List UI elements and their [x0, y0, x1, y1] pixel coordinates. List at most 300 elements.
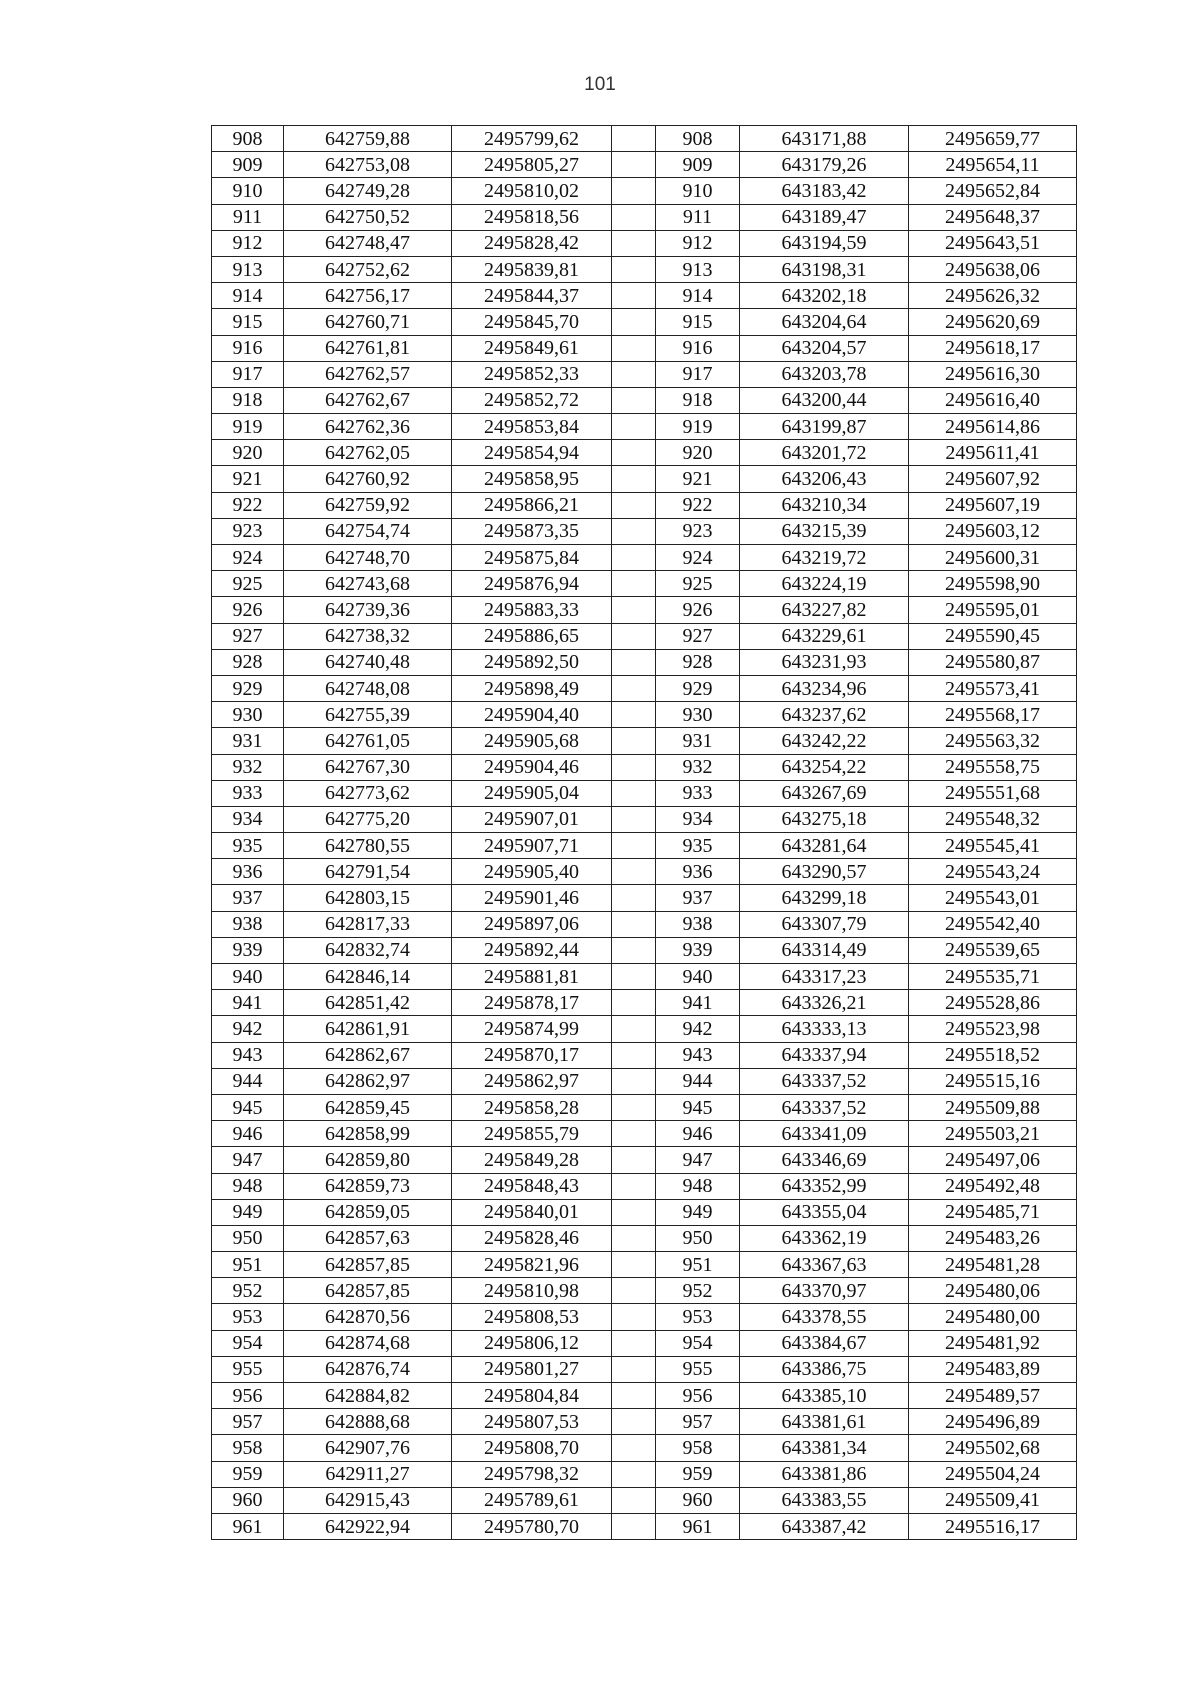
y-coordinate-right: 2495548,32: [909, 806, 1077, 832]
x-coordinate-left: 642756,17: [284, 283, 452, 309]
x-coordinate-right: 643224,19: [740, 571, 909, 597]
spacer-cell: [612, 492, 656, 518]
x-coordinate-right: 643317,23: [740, 964, 909, 990]
table-row: [212, 1121, 1077, 1147]
y-coordinate-right: 2495503,21: [909, 1121, 1077, 1147]
table-row: [212, 1173, 1077, 1199]
point-number-left: 946: [212, 1121, 284, 1147]
table-row: [212, 1094, 1077, 1120]
x-coordinate-right: 643333,13: [740, 1016, 909, 1042]
spacer-cell: [612, 1252, 656, 1278]
y-coordinate-left: 2495804,84: [452, 1383, 612, 1409]
x-coordinate-right: 643171,88: [740, 126, 909, 152]
spacer-cell: [612, 1513, 656, 1539]
x-coordinate-left: 642748,47: [284, 230, 452, 256]
y-coordinate-left: 2495799,62: [452, 126, 612, 152]
point-number-left: 925: [212, 571, 284, 597]
x-coordinate-left: 642755,39: [284, 702, 452, 728]
point-number-right: 917: [656, 361, 740, 387]
point-number-right: 912: [656, 230, 740, 256]
spacer-cell: [612, 1435, 656, 1461]
spacer-cell: [612, 361, 656, 387]
point-number-right: 921: [656, 466, 740, 492]
y-coordinate-left: 2495810,98: [452, 1278, 612, 1304]
table-row: [212, 885, 1077, 911]
x-coordinate-left: 642759,92: [284, 492, 452, 518]
point-number-left: 938: [212, 911, 284, 937]
point-number-left: 934: [212, 806, 284, 832]
point-number-right: 950: [656, 1225, 740, 1251]
x-coordinate-left: 642832,74: [284, 937, 452, 963]
x-coordinate-left: 642857,63: [284, 1225, 452, 1251]
table-row: [212, 414, 1077, 440]
x-coordinate-left: 642749,28: [284, 178, 452, 204]
spacer-cell: [612, 1199, 656, 1225]
point-number-left: 960: [212, 1487, 284, 1513]
x-coordinate-right: 643281,64: [740, 833, 909, 859]
spacer-cell: [612, 1461, 656, 1487]
point-number-left: 927: [212, 623, 284, 649]
point-number-right: 937: [656, 885, 740, 911]
spacer-cell: [612, 1409, 656, 1435]
point-number-left: 933: [212, 780, 284, 806]
spacer-cell: [612, 1068, 656, 1094]
x-coordinate-right: 643381,61: [740, 1409, 909, 1435]
y-coordinate-right: 2495516,17: [909, 1513, 1077, 1539]
point-number-right: 929: [656, 675, 740, 701]
y-coordinate-right: 2495509,41: [909, 1487, 1077, 1513]
y-coordinate-right: 2495483,89: [909, 1356, 1077, 1382]
x-coordinate-right: 643387,42: [740, 1513, 909, 1539]
x-coordinate-right: 643215,39: [740, 518, 909, 544]
x-coordinate-right: 643307,79: [740, 911, 909, 937]
y-coordinate-left: 2495807,53: [452, 1409, 612, 1435]
x-coordinate-right: 643204,64: [740, 309, 909, 335]
point-number-right: 934: [656, 806, 740, 832]
spacer-cell: [612, 833, 656, 859]
table-row: [212, 780, 1077, 806]
point-number-left: 915: [212, 309, 284, 335]
x-coordinate-right: 643179,26: [740, 152, 909, 178]
table-row: [212, 675, 1077, 701]
x-coordinate-right: 643203,78: [740, 361, 909, 387]
y-coordinate-left: 2495828,42: [452, 230, 612, 256]
point-number-right: 954: [656, 1330, 740, 1356]
spacer-cell: [612, 1094, 656, 1120]
x-coordinate-right: 643326,21: [740, 990, 909, 1016]
spacer-cell: [612, 911, 656, 937]
spacer-cell: [612, 1304, 656, 1330]
x-coordinate-left: 642760,71: [284, 309, 452, 335]
point-number-left: 930: [212, 702, 284, 728]
y-coordinate-left: 2495858,95: [452, 466, 612, 492]
spacer-cell: [612, 309, 656, 335]
x-coordinate-right: 643210,34: [740, 492, 909, 518]
point-number-left: 943: [212, 1042, 284, 1068]
table-row: [212, 1278, 1077, 1304]
x-coordinate-right: 643352,99: [740, 1173, 909, 1199]
x-coordinate-right: 643290,57: [740, 859, 909, 885]
spacer-cell: [612, 597, 656, 623]
y-coordinate-left: 2495798,32: [452, 1461, 612, 1487]
y-coordinate-right: 2495595,01: [909, 597, 1077, 623]
x-coordinate-right: 643234,96: [740, 675, 909, 701]
y-coordinate-right: 2495643,51: [909, 230, 1077, 256]
x-coordinate-right: 643386,75: [740, 1356, 909, 1382]
y-coordinate-right: 2495504,24: [909, 1461, 1077, 1487]
point-number-left: 923: [212, 518, 284, 544]
y-coordinate-left: 2495904,46: [452, 754, 612, 780]
point-number-right: 924: [656, 545, 740, 571]
point-number-left: 954: [212, 1330, 284, 1356]
point-number-left: 919: [212, 414, 284, 440]
point-number-right: 918: [656, 387, 740, 413]
table-row: [212, 230, 1077, 256]
table-row: [212, 335, 1077, 361]
x-coordinate-right: 643199,87: [740, 414, 909, 440]
x-coordinate-left: 642911,27: [284, 1461, 452, 1487]
table-row: [212, 1016, 1077, 1042]
x-coordinate-left: 642740,48: [284, 649, 452, 675]
table-row: [212, 1199, 1077, 1225]
y-coordinate-right: 2495543,24: [909, 859, 1077, 885]
y-coordinate-left: 2495844,37: [452, 283, 612, 309]
point-number-left: 942: [212, 1016, 284, 1042]
x-coordinate-left: 642876,74: [284, 1356, 452, 1382]
point-number-left: 937: [212, 885, 284, 911]
y-coordinate-right: 2495480,06: [909, 1278, 1077, 1304]
y-coordinate-right: 2495489,57: [909, 1383, 1077, 1409]
x-coordinate-left: 642752,62: [284, 256, 452, 282]
spacer-cell: [612, 1487, 656, 1513]
point-number-right: 923: [656, 518, 740, 544]
point-number-right: 939: [656, 937, 740, 963]
x-coordinate-right: 643385,10: [740, 1383, 909, 1409]
point-number-left: 931: [212, 728, 284, 754]
point-number-left: 928: [212, 649, 284, 675]
x-coordinate-right: 643229,61: [740, 623, 909, 649]
table-row: [212, 911, 1077, 937]
spacer-cell: [612, 937, 656, 963]
x-coordinate-right: 643355,04: [740, 1199, 909, 1225]
point-number-right: 920: [656, 440, 740, 466]
point-number-left: 920: [212, 440, 284, 466]
y-coordinate-left: 2495839,81: [452, 256, 612, 282]
y-coordinate-left: 2495806,12: [452, 1330, 612, 1356]
x-coordinate-right: 643201,72: [740, 440, 909, 466]
point-number-right: 913: [656, 256, 740, 282]
y-coordinate-left: 2495897,06: [452, 911, 612, 937]
table-row: [212, 440, 1077, 466]
y-coordinate-left: 2495848,43: [452, 1173, 612, 1199]
y-coordinate-right: 2495558,75: [909, 754, 1077, 780]
spacer-cell: [612, 990, 656, 1016]
y-coordinate-right: 2495502,68: [909, 1435, 1077, 1461]
x-coordinate-left: 642762,67: [284, 387, 452, 413]
x-coordinate-right: 643314,49: [740, 937, 909, 963]
spacer-cell: [612, 571, 656, 597]
point-number-right: 935: [656, 833, 740, 859]
point-number-right: 945: [656, 1094, 740, 1120]
x-coordinate-left: 642762,57: [284, 361, 452, 387]
x-coordinate-left: 642851,42: [284, 990, 452, 1016]
point-number-right: 931: [656, 728, 740, 754]
table-row: [212, 126, 1077, 152]
point-number-right: 926: [656, 597, 740, 623]
y-coordinate-left: 2495849,61: [452, 335, 612, 361]
spacer-cell: [612, 702, 656, 728]
y-coordinate-right: 2495481,92: [909, 1330, 1077, 1356]
point-number-right: 943: [656, 1042, 740, 1068]
point-number-left: 929: [212, 675, 284, 701]
y-coordinate-right: 2495545,41: [909, 833, 1077, 859]
point-number-left: 924: [212, 545, 284, 571]
point-number-left: 957: [212, 1409, 284, 1435]
point-number-left: 948: [212, 1173, 284, 1199]
x-coordinate-left: 642859,73: [284, 1173, 452, 1199]
x-coordinate-left: 642888,68: [284, 1409, 452, 1435]
y-coordinate-left: 2495892,44: [452, 937, 612, 963]
table-row: [212, 1383, 1077, 1409]
x-coordinate-left: 642738,32: [284, 623, 452, 649]
table-row: [212, 152, 1077, 178]
y-coordinate-left: 2495852,33: [452, 361, 612, 387]
point-number-left: 945: [212, 1094, 284, 1120]
table-row: [212, 1042, 1077, 1068]
x-coordinate-right: 643362,19: [740, 1225, 909, 1251]
x-coordinate-right: 643381,86: [740, 1461, 909, 1487]
x-coordinate-right: 643299,18: [740, 885, 909, 911]
x-coordinate-left: 642915,43: [284, 1487, 452, 1513]
point-number-right: 948: [656, 1173, 740, 1199]
x-coordinate-left: 642922,94: [284, 1513, 452, 1539]
y-coordinate-right: 2495648,37: [909, 204, 1077, 230]
table-row: [212, 545, 1077, 571]
point-number-left: 950: [212, 1225, 284, 1251]
point-number-left: 912: [212, 230, 284, 256]
table-row: [212, 937, 1077, 963]
x-coordinate-left: 642862,67: [284, 1042, 452, 1068]
point-number-right: 938: [656, 911, 740, 937]
y-coordinate-right: 2495638,06: [909, 256, 1077, 282]
x-coordinate-left: 642870,56: [284, 1304, 452, 1330]
y-coordinate-left: 2495840,01: [452, 1199, 612, 1225]
point-number-right: 957: [656, 1409, 740, 1435]
point-number-right: 910: [656, 178, 740, 204]
y-coordinate-left: 2495886,65: [452, 623, 612, 649]
x-coordinate-right: 643219,72: [740, 545, 909, 571]
y-coordinate-right: 2495626,32: [909, 283, 1077, 309]
point-number-right: 922: [656, 492, 740, 518]
table-row: [212, 1252, 1077, 1278]
point-number-right: 940: [656, 964, 740, 990]
x-coordinate-left: 642775,20: [284, 806, 452, 832]
y-coordinate-left: 2495898,49: [452, 675, 612, 701]
spacer-cell: [612, 1383, 656, 1409]
table-row: [212, 1513, 1077, 1539]
table-row: [212, 204, 1077, 230]
x-coordinate-right: 643231,93: [740, 649, 909, 675]
point-number-left: 949: [212, 1199, 284, 1225]
y-coordinate-left: 2495810,02: [452, 178, 612, 204]
point-number-left: 951: [212, 1252, 284, 1278]
point-number-left: 959: [212, 1461, 284, 1487]
y-coordinate-right: 2495515,16: [909, 1068, 1077, 1094]
x-coordinate-right: 643242,22: [740, 728, 909, 754]
point-number-left: 944: [212, 1068, 284, 1094]
table-row: [212, 964, 1077, 990]
y-coordinate-right: 2495528,86: [909, 990, 1077, 1016]
x-coordinate-right: 643189,47: [740, 204, 909, 230]
point-number-left: 956: [212, 1383, 284, 1409]
point-number-left: 921: [212, 466, 284, 492]
spacer-cell: [612, 204, 656, 230]
y-coordinate-right: 2495600,31: [909, 545, 1077, 571]
x-coordinate-left: 642780,55: [284, 833, 452, 859]
x-coordinate-left: 642750,52: [284, 204, 452, 230]
table-row: [212, 859, 1077, 885]
y-coordinate-right: 2495616,30: [909, 361, 1077, 387]
y-coordinate-left: 2495901,46: [452, 885, 612, 911]
table-row: [212, 309, 1077, 335]
x-coordinate-left: 642857,85: [284, 1278, 452, 1304]
y-coordinate-right: 2495543,01: [909, 885, 1077, 911]
point-number-left: 947: [212, 1147, 284, 1173]
y-coordinate-left: 2495805,27: [452, 152, 612, 178]
x-coordinate-right: 643206,43: [740, 466, 909, 492]
x-coordinate-left: 642859,05: [284, 1199, 452, 1225]
x-coordinate-right: 643267,69: [740, 780, 909, 806]
x-coordinate-left: 642817,33: [284, 911, 452, 937]
spacer-cell: [612, 964, 656, 990]
spacer-cell: [612, 126, 656, 152]
x-coordinate-right: 643254,22: [740, 754, 909, 780]
x-coordinate-right: 643378,55: [740, 1304, 909, 1330]
y-coordinate-right: 2495620,69: [909, 309, 1077, 335]
point-number-right: 919: [656, 414, 740, 440]
point-number-left: 908: [212, 126, 284, 152]
y-coordinate-left: 2495854,94: [452, 440, 612, 466]
page-number: 101: [584, 74, 616, 95]
point-number-right: 914: [656, 283, 740, 309]
spacer-cell: [612, 230, 656, 256]
y-coordinate-right: 2495563,32: [909, 728, 1077, 754]
x-coordinate-left: 642739,36: [284, 597, 452, 623]
table-row: [212, 571, 1077, 597]
x-coordinate-left: 642857,85: [284, 1252, 452, 1278]
y-coordinate-left: 2495874,99: [452, 1016, 612, 1042]
x-coordinate-left: 642861,91: [284, 1016, 452, 1042]
spacer-cell: [612, 335, 656, 361]
point-number-left: 958: [212, 1435, 284, 1461]
point-number-right: 944: [656, 1068, 740, 1094]
spacer-cell: [612, 1225, 656, 1251]
y-coordinate-left: 2495818,56: [452, 204, 612, 230]
point-number-left: 961: [212, 1513, 284, 1539]
x-coordinate-left: 642803,15: [284, 885, 452, 911]
spacer-cell: [612, 178, 656, 204]
table-row: [212, 283, 1077, 309]
y-coordinate-left: 2495876,94: [452, 571, 612, 597]
y-coordinate-left: 2495852,72: [452, 387, 612, 413]
y-coordinate-right: 2495614,86: [909, 414, 1077, 440]
coordinates-table: [211, 125, 1077, 1540]
y-coordinate-left: 2495905,04: [452, 780, 612, 806]
spacer-cell: [612, 1121, 656, 1147]
x-coordinate-left: 642753,08: [284, 152, 452, 178]
point-number-left: 939: [212, 937, 284, 963]
y-coordinate-left: 2495905,68: [452, 728, 612, 754]
table-row: [212, 597, 1077, 623]
y-coordinate-right: 2495523,98: [909, 1016, 1077, 1042]
y-coordinate-left: 2495780,70: [452, 1513, 612, 1539]
point-number-right: 916: [656, 335, 740, 361]
point-number-left: 932: [212, 754, 284, 780]
spacer-cell: [612, 256, 656, 282]
x-coordinate-right: 643198,31: [740, 256, 909, 282]
x-coordinate-right: 643341,09: [740, 1121, 909, 1147]
spacer-cell: [612, 1042, 656, 1068]
spacer-cell: [612, 518, 656, 544]
x-coordinate-right: 643384,67: [740, 1330, 909, 1356]
y-coordinate-left: 2495789,61: [452, 1487, 612, 1513]
x-coordinate-left: 642773,62: [284, 780, 452, 806]
y-coordinate-right: 2495568,17: [909, 702, 1077, 728]
y-coordinate-right: 2495652,84: [909, 178, 1077, 204]
point-number-left: 936: [212, 859, 284, 885]
table-row: [212, 833, 1077, 859]
spacer-cell: [612, 859, 656, 885]
y-coordinate-left: 2495875,84: [452, 545, 612, 571]
table-row: [212, 1435, 1077, 1461]
x-coordinate-right: 643204,57: [740, 335, 909, 361]
y-coordinate-left: 2495881,81: [452, 964, 612, 990]
point-number-left: 918: [212, 387, 284, 413]
x-coordinate-right: 643337,94: [740, 1042, 909, 1068]
table-row: [212, 1304, 1077, 1330]
spacer-cell: [612, 754, 656, 780]
spacer-cell: [612, 440, 656, 466]
table-row: [212, 178, 1077, 204]
x-coordinate-left: 642761,05: [284, 728, 452, 754]
y-coordinate-left: 2495873,35: [452, 518, 612, 544]
x-coordinate-left: 642754,74: [284, 518, 452, 544]
table-row: [212, 492, 1077, 518]
x-coordinate-right: 643202,18: [740, 283, 909, 309]
point-number-right: 930: [656, 702, 740, 728]
point-number-right: 908: [656, 126, 740, 152]
spacer-cell: [612, 649, 656, 675]
y-coordinate-right: 2495607,19: [909, 492, 1077, 518]
x-coordinate-right: 643346,69: [740, 1147, 909, 1173]
y-coordinate-left: 2495892,50: [452, 649, 612, 675]
point-number-left: 940: [212, 964, 284, 990]
y-coordinate-right: 2495659,77: [909, 126, 1077, 152]
point-number-left: 941: [212, 990, 284, 1016]
spacer-cell: [612, 1278, 656, 1304]
spacer-cell: [612, 152, 656, 178]
spacer-cell: [612, 1173, 656, 1199]
point-number-right: 933: [656, 780, 740, 806]
y-coordinate-left: 2495858,28: [452, 1094, 612, 1120]
x-coordinate-right: 643370,97: [740, 1278, 909, 1304]
y-coordinate-right: 2495492,48: [909, 1173, 1077, 1199]
x-coordinate-right: 643183,42: [740, 178, 909, 204]
table-row: [212, 806, 1077, 832]
y-coordinate-right: 2495485,71: [909, 1199, 1077, 1225]
x-coordinate-right: 643194,59: [740, 230, 909, 256]
y-coordinate-left: 2495866,21: [452, 492, 612, 518]
